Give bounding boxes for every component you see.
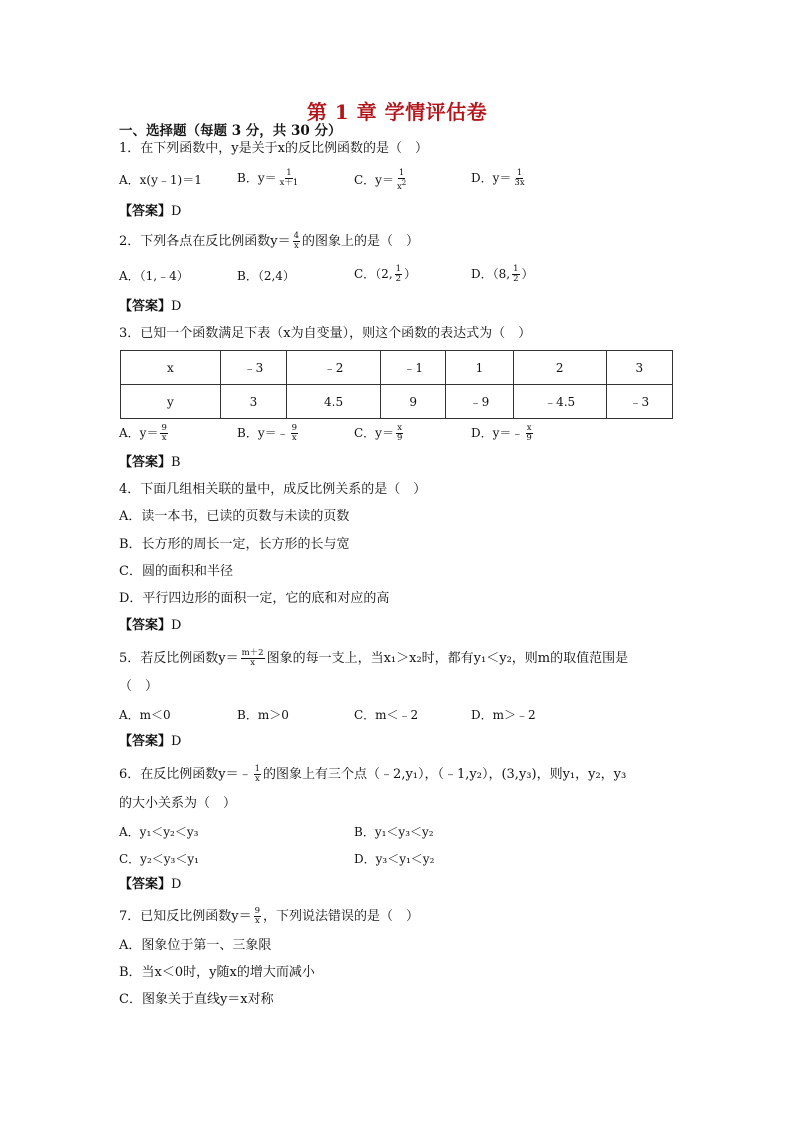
q2-answer: 【答案】D: [119, 299, 182, 314]
q5-option-d: D．m＞﹣2: [471, 708, 536, 722]
q1-option-c: C．y＝ $\frac{1}{x^2}$: [354, 168, 407, 192]
table-header-x: x: [121, 351, 221, 385]
table-cell: ﹣1: [381, 351, 446, 385]
q2-option-a: A．（1,﹣4）: [119, 269, 189, 283]
q4-option-c: C．圆的面积和半径: [119, 564, 233, 579]
q3-option-a: A．y＝ $\frac{9}{x}$: [119, 423, 167, 443]
q6-option-d: D．y₃＜y₁＜y₂: [354, 852, 435, 866]
table-cell: 9: [381, 385, 446, 419]
q2-stem: 2．下列各点在反比例函数y＝ $\frac{4}{x}$ 的图象上的是（ ）: [119, 231, 420, 251]
section-heading: 一、选择题（每题 3 分，共 30 分）: [119, 123, 342, 139]
q6-option-a: A．y₁＜y₂＜y₃: [119, 825, 199, 839]
q2-option-d: D．（8, $\frac{1}{2}$ ）: [471, 264, 534, 284]
table-cell: 1: [446, 351, 513, 385]
q5-stem-continued: （ ）: [119, 679, 159, 694]
q4-answer: 【答案】D: [119, 618, 182, 633]
q3-option-d: D．y＝﹣ $\frac{x}{9}$: [471, 423, 532, 443]
table-cell: ﹣2: [287, 351, 381, 385]
q1-answer: 【答案】D: [119, 204, 182, 219]
q7-option-a: A．图象位于第一、三象限: [119, 938, 272, 953]
q6-option-b: B．y₁＜y₃＜y₂: [354, 825, 434, 839]
q3-option-c: C．y＝ $\frac{x}{9}$: [354, 423, 403, 443]
q1-option-d: D．y＝ $\frac{1}{3x}$: [471, 168, 525, 188]
table-cell: ﹣4.5: [513, 385, 606, 419]
table-cell: 4.5: [287, 385, 381, 419]
q2-option-b: B．（2,4）: [237, 269, 295, 283]
q7-option-c: C．图象关于直线y＝x对称: [119, 992, 274, 1007]
table-cell: 2: [513, 351, 606, 385]
table-header-y: y: [121, 385, 221, 419]
q3-option-b: B．y＝﹣ $\frac{9}{x}$: [237, 423, 298, 443]
q5-stem: 5．若反比例函数y＝ $\frac{m+2}{x}$ 图象的每一支上，当x₁＞x₂时，都有y₁＜y₂，则m的取值范围是: [119, 648, 629, 668]
q5-option-a: A．m＜0: [119, 708, 171, 722]
table-cell: ﹣3: [220, 351, 286, 385]
table-cell: 3: [606, 351, 672, 385]
page-title: 第 1 章 学情评估卷: [306, 100, 488, 124]
value-table: [120, 350, 673, 419]
q1-option-a: A．x(y﹣1)＝1: [119, 173, 202, 187]
table-cell: ﹣9: [446, 385, 513, 419]
q4-stem: 4．下面几组相关联的量中，成反比例关系的是（ ）: [119, 482, 427, 497]
q5-answer: 【答案】D: [119, 734, 182, 749]
q7-stem: 7．已知反比例函数y＝ $\frac{9}{x}$ ，下列说法错误的是（ ）: [119, 906, 420, 926]
q6-stem-continued: 的大小关系为（ ）: [119, 796, 237, 811]
q7-option-b: B．当x＜0时，y随x的增大而减小: [119, 965, 315, 980]
q4-option-a: A．读一本书，已读的页数与未读的页数: [119, 509, 350, 524]
q2-option-c: C．（2, $\frac{1}{2}$ ）: [354, 264, 417, 284]
table-cell: 3: [220, 385, 286, 419]
table-row-x: [121, 351, 673, 385]
q3-answer: 【答案】B: [119, 455, 181, 470]
q1-option-b: B．y＝ $\frac{1}{x+1}$: [237, 168, 299, 188]
q4-option-d: D．平行四边形的面积一定，它的底和对应的高: [119, 591, 390, 606]
q6-answer: 【答案】D: [119, 877, 182, 892]
table-cell: ﹣3: [606, 385, 672, 419]
q4-option-b: B．长方形的周长一定，长方形的长与宽: [119, 537, 350, 552]
q5-option-c: C．m＜﹣2: [354, 708, 419, 722]
table-row-y: [121, 385, 673, 419]
q6-option-c: C．y₂＜y₃＜y₁: [119, 852, 199, 866]
q6-stem: 6．在反比例函数y＝﹣ $\frac{1}{x}$ 的图象上有三个点（﹣2,y₁），（﹣1,y₂），(3,y₃)，则y₁，y₂，y₃: [119, 764, 627, 784]
q3-stem: 3．已知一个函数满足下表（x为自变量），则这个函数的表达式为（ ）: [119, 326, 532, 341]
q1-stem: 1．在下列函数中，y是关于x的反比例函数的是（ ）: [119, 141, 428, 156]
q5-option-b: B．m＞0: [237, 708, 289, 722]
